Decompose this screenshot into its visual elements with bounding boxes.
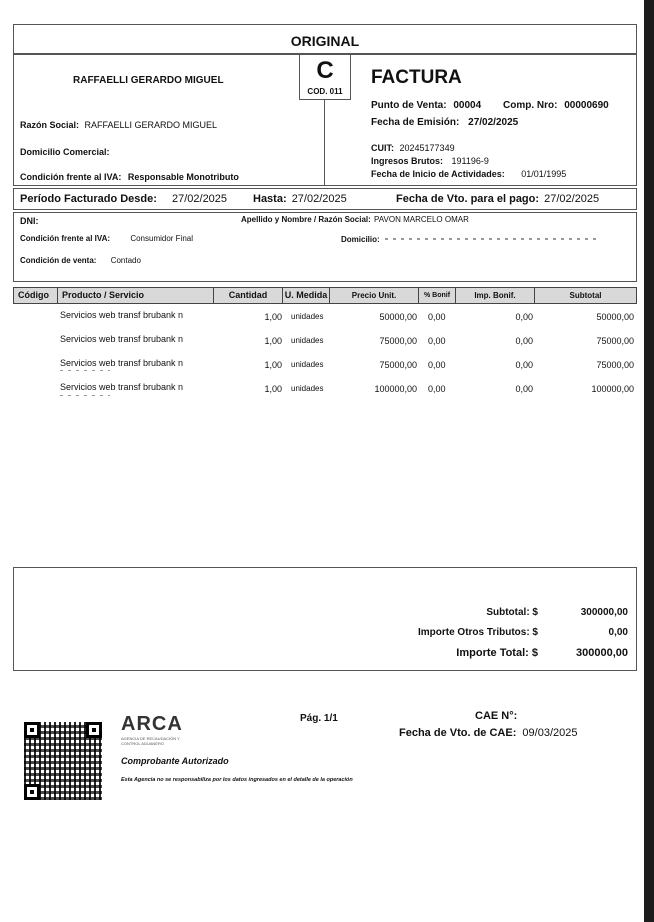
row-precio: 100000,00 [374, 384, 417, 394]
col-bonif: % Bonif [418, 287, 456, 304]
col-cantidad: Cantidad [213, 287, 283, 304]
fecha-emision: 27/02/2025 [468, 117, 519, 128]
client-name-line [241, 215, 469, 224]
ingresos-brutos-line [371, 156, 489, 166]
row-precio: 50000,00 [379, 312, 417, 322]
otros-tributos-label: Importe Otros Tributos: $ [417, 627, 538, 638]
comp-nro: 00000690 [564, 100, 609, 111]
copy-type: ORIGINAL [290, 33, 360, 49]
agency-disclaimer: Esta Agencia no se responsabiliza por los datos ingresados en el detalle de la operación [121, 777, 353, 783]
emitter-name: RAFFAELLI GERARDO MIGUEL [73, 75, 224, 86]
row-imp-bonif: 0,00 [515, 312, 533, 322]
row-medida: unidades [291, 360, 324, 369]
row-bonif: 0,00 [428, 360, 446, 370]
client-iva-label: Condición frente al IVA: [20, 234, 111, 243]
invoice-code: COD. 011 [307, 87, 343, 96]
header-divider [324, 100, 325, 186]
otros-tributos-value: 0,00 [608, 627, 628, 638]
redacted-address [385, 238, 600, 240]
col-precio: Precio Unit. [329, 287, 419, 304]
row-imp-bonif: 0,00 [515, 336, 533, 346]
subtotal-value: 300000,00 [580, 607, 628, 618]
row-producto: Servicios web transf brubank n [60, 358, 184, 368]
row-cantidad: 1,00 [264, 312, 282, 322]
qr-code-icon [24, 722, 102, 800]
col-producto: Producto / Servicio [57, 287, 214, 304]
row-imp-bonif: 0,00 [515, 384, 533, 394]
row-imp-bonif: 0,00 [515, 360, 533, 370]
page-edge-shadow [644, 0, 654, 922]
letter-box [299, 54, 351, 100]
client-name: PAVON MARCELO OMAR [374, 215, 469, 224]
vto-pago-label: Fecha de Vto. para el pago: [396, 193, 540, 205]
period-hasta: 27/02/2025 [291, 193, 347, 205]
condicion-venta-line [20, 256, 141, 265]
row-bonif: 0,00 [428, 336, 446, 346]
row-producto: Servicios web transf brubank n [60, 382, 184, 392]
punto-venta-label: Punto de Venta: [371, 100, 447, 111]
period-hasta-line [253, 193, 347, 205]
client-name-label: Apellido y Nombre / Razón Social: [241, 215, 371, 224]
condicion-venta: Contado [110, 256, 141, 265]
importe-total-label: Importe Total: $ [456, 647, 538, 659]
row-medida: unidades [291, 336, 324, 345]
row-medida: unidades [291, 312, 324, 321]
razon-social-label: Razón Social: [20, 120, 80, 130]
row-producto: Servicios web transf brubank n [60, 334, 184, 344]
comprobante-autorizado: Comprobante Autorizado [121, 756, 229, 766]
vto-pago: 27/02/2025 [544, 193, 600, 205]
col-codigo: Código [13, 287, 58, 304]
redacted-line [60, 370, 110, 371]
copy-type-box [13, 24, 637, 54]
condicion-venta-label: Condición de venta: [20, 256, 97, 265]
row-bonif: 0,00 [428, 384, 446, 394]
emitter-iva-label: Condición frente al IVA: [20, 172, 122, 182]
comp-nro-label: Comp. Nro: [503, 100, 558, 111]
cuit-line [371, 143, 455, 153]
redacted-line [60, 395, 110, 396]
emitter-iva-line [20, 172, 239, 182]
vto-pago-line [396, 193, 599, 205]
dni-label: DNI: [20, 216, 39, 226]
emitter-iva: Responsable Monotributo [127, 172, 239, 182]
razon-social: RAFFAELLI GERARDO MIGUEL [84, 120, 218, 130]
period-desde-line [20, 193, 227, 205]
punto-venta-line [371, 100, 481, 111]
page-number: Pág. 1/1 [300, 713, 338, 724]
vto-cae: 09/03/2025 [522, 727, 578, 739]
period-hasta-label: Hasta: [253, 193, 287, 205]
cuit-label: CUIT: [371, 143, 394, 153]
row-medida: unidades [291, 384, 324, 393]
comp-nro-line [503, 100, 609, 111]
row-precio: 75000,00 [379, 360, 417, 370]
arca-logo-subtext: AGENCIA DE RECAUDACIÓN Y CONTROL ADUANERO [121, 736, 180, 746]
client-iva-line [20, 234, 193, 243]
fecha-emision-label: Fecha de Emisión: [371, 117, 460, 128]
qr-finder-icon [86, 722, 102, 738]
punto-venta: 00004 [453, 100, 482, 111]
invoice-letter: C [316, 57, 334, 84]
ingresos-brutos: 191196-9 [451, 156, 489, 166]
razon-social-line [20, 120, 217, 130]
cuit: 20245177349 [399, 143, 455, 153]
period-desde-label: Período Facturado Desde: [20, 193, 157, 205]
fecha-emision-line [371, 117, 518, 128]
col-imp-bonif: Imp. Bonif. [455, 287, 535, 304]
row-subtotal: 100000,00 [591, 384, 634, 394]
row-precio: 75000,00 [379, 336, 417, 346]
col-subtotal: Subtotal [534, 287, 637, 304]
row-cantidad: 1,00 [264, 360, 282, 370]
client-domicilio-label: Domicilio: [341, 235, 380, 244]
inicio-actividades-label: Fecha de Inicio de Actividades: [371, 169, 505, 179]
importe-total-value: 300000,00 [576, 647, 628, 659]
row-subtotal: 75000,00 [596, 360, 634, 370]
vto-cae-label: Fecha de Vto. de CAE: [399, 727, 517, 739]
domicilio-comercial-label: Domicilio Comercial: [20, 147, 110, 157]
qr-finder-icon [24, 784, 40, 800]
cae-label: CAE N°: [475, 710, 518, 722]
document-type: FACTURA [371, 67, 462, 88]
col-medida: U. Medida [282, 287, 330, 304]
row-bonif: 0,00 [428, 312, 446, 322]
subtotal-label: Subtotal: $ [486, 607, 538, 618]
vto-cae-line [399, 727, 577, 739]
row-producto: Servicios web transf brubank n [60, 310, 184, 320]
qr-finder-icon [24, 722, 40, 738]
period-desde: 27/02/2025 [171, 193, 228, 205]
row-cantidad: 1,00 [264, 384, 282, 394]
row-subtotal: 50000,00 [596, 312, 634, 322]
row-subtotal: 75000,00 [596, 336, 634, 346]
inicio-actividades-line [371, 169, 566, 179]
inicio-actividades: 01/01/1995 [521, 169, 567, 179]
ingresos-brutos-label: Ingresos Brutos: [371, 156, 444, 166]
row-cantidad: 1,00 [264, 336, 282, 346]
client-iva: Consumidor Final [130, 234, 194, 243]
arca-logo: ARCA [121, 713, 183, 735]
